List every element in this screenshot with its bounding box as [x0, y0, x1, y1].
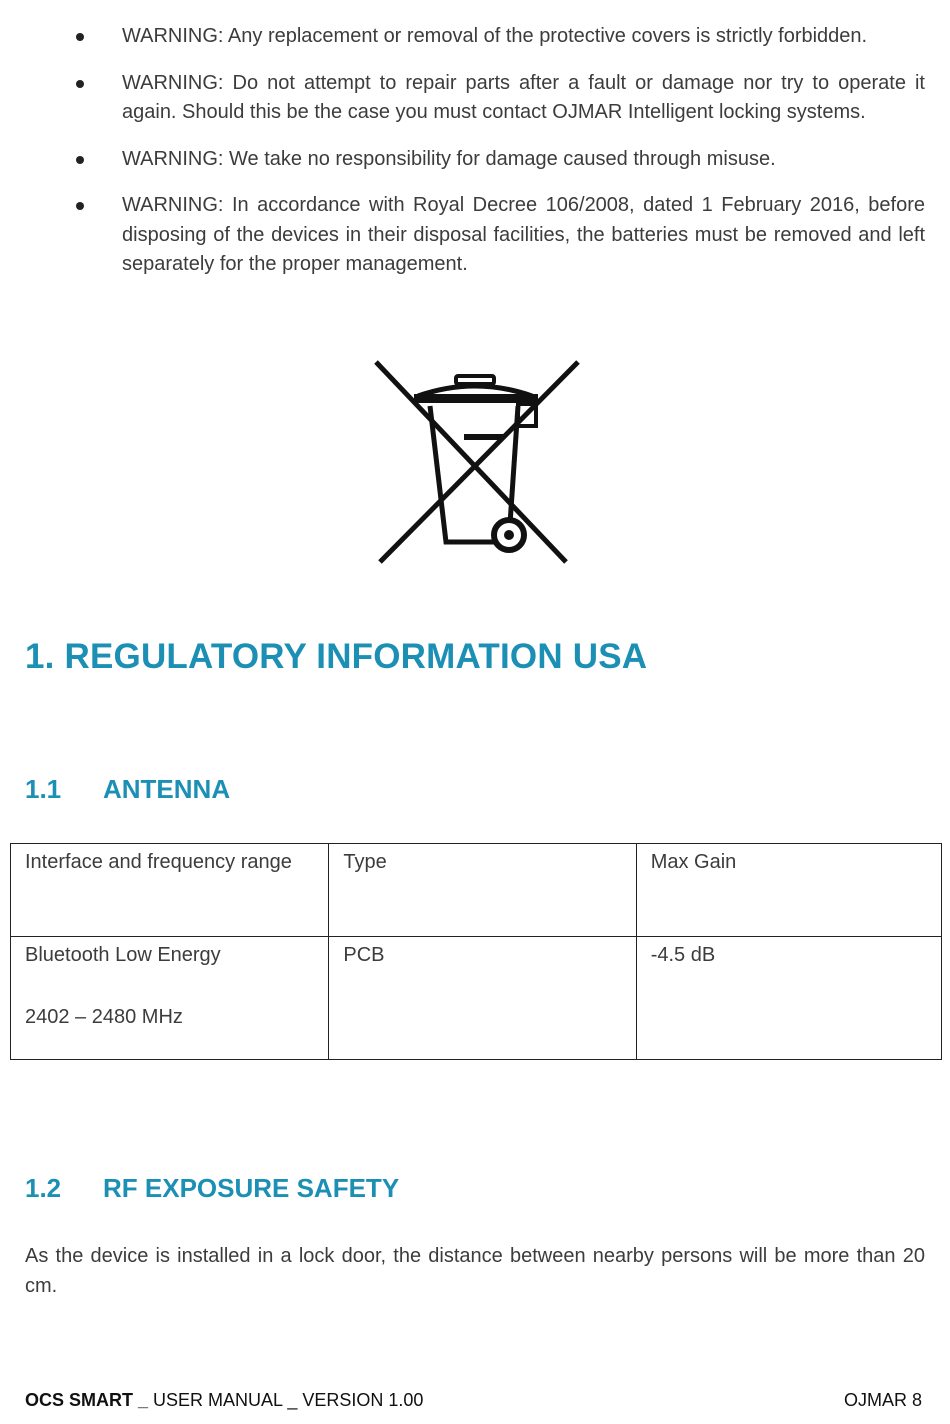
frequency-range: 2402 – 2480 MHz [25, 1005, 183, 1028]
bullet-icon [76, 156, 84, 164]
section-heading-regulatory: 1. REGULATORY INFORMATION USA [25, 637, 648, 676]
crossed-out-wheelie-bin-icon [370, 358, 585, 568]
subsection-title: RF EXPOSURE SAFETY [103, 1173, 400, 1203]
bullet-icon [76, 33, 84, 41]
subsection-number: 1.2 [25, 1173, 62, 1203]
table-header-row [11, 844, 942, 937]
table-row [11, 937, 942, 1060]
warnings-list [0, 22, 950, 297]
interface-name: Bluetooth Low Energy [25, 944, 221, 966]
bullet-icon [76, 202, 84, 210]
warning-text: WARNING: Do not attempt to repair parts after a fault or damage nor try to operate it again. Should this be the case you must contact OJMAR Intelligent locking systems. [122, 71, 925, 123]
warning-item [122, 191, 925, 280]
footer-doc: USER MANUAL _ VERSION 1.00 [148, 1390, 424, 1410]
subsection-title: ANTENNA [103, 774, 231, 804]
warning-text: WARNING: Any replacement or removal of the protective covers is strictly forbidden. [122, 25, 868, 47]
subsection-number: 1.1 [25, 774, 62, 804]
table-header-type: Type [329, 844, 636, 937]
bullet-icon [76, 80, 84, 88]
warning-item [122, 22, 925, 52]
table-cell-interface [11, 937, 329, 1060]
warning-item [122, 145, 925, 175]
warning-item [122, 69, 925, 128]
antenna-table [10, 843, 942, 1060]
table-header-max-gain: Max Gain [636, 844, 941, 937]
warning-text: WARNING: In accordance with Royal Decree 106/2008, dated 1 February 2016, before disposing of the devices in their disposal facilities, the batteries must be removed and left separately for the proper management. [122, 194, 925, 275]
warning-text: WARNING: We take no responsibility for damage caused through misuse. [122, 147, 776, 170]
subsection-heading-rf-exposure [25, 1173, 399, 1204]
footer-page-number: OJMAR 8 [843, 1390, 922, 1410]
footer-document-title [25, 1390, 423, 1411]
table-cell-type: PCB [329, 937, 636, 1060]
table-header-interface: Interface and frequency range [11, 844, 329, 937]
footer-product: OCS SMART _ [25, 1390, 149, 1410]
table-cell-max-gain: -4.5 dB [636, 937, 941, 1060]
subsection-heading-antenna [25, 774, 230, 805]
rf-exposure-paragraph: As the device is installed in a lock door, the distance between nearby persons will be more than 20 cm. [25, 1245, 925, 1297]
